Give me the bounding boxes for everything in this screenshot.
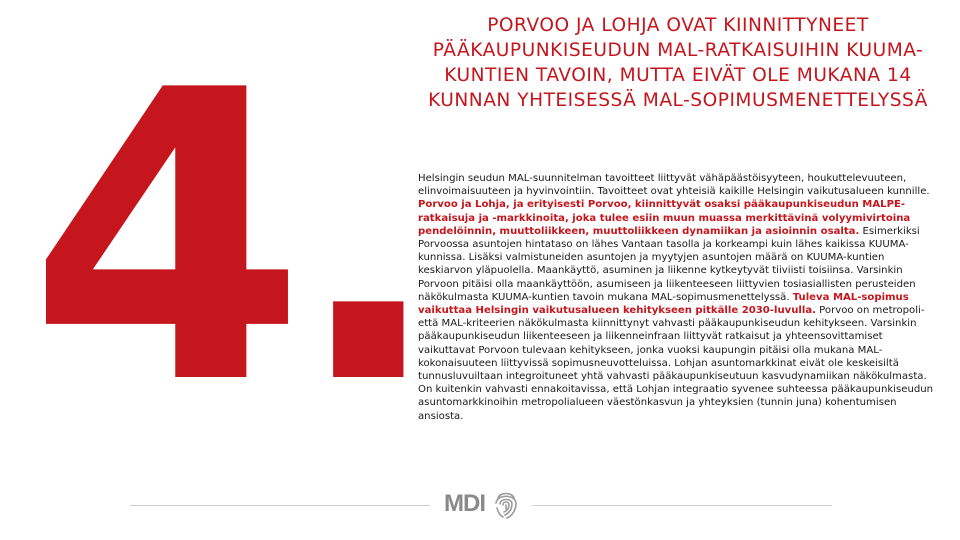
footer <box>0 486 960 526</box>
slide-number: 4. <box>28 7 431 472</box>
body-highlight: Porvoo ja Lohja, ja erityisesti Porvoo, kiinnittyvät osaksi pääkaupunkiseudun MALPE-ratkaisuja ja -markkinoita, joka tulee esiin muun muassa merkittävinä volyymivirtoina pendelöinnin, muuttoliikkeen, muuttoliikkeen dynamiikan ja asioinnin osalta. <box>418 199 911 237</box>
footer-divider-right <box>532 505 832 506</box>
slide-title: PORVOO JA LOHJA OVAT KIINNITTYNEET PÄÄKAUPUNKISEUDUN MAL-RATKAISUIHIN KUUMA-KUNTIEN TAVOIN, MUTTA EIVÄT OLE MUKANA 14 KUNNAN YHTEISESSÄ MAL-SOPIMUSMENETTELYSSÄ <box>428 15 928 111</box>
footer-divider-left <box>130 505 430 506</box>
body-highlight: Tuleva MAL-sopimus vaikuttaa Helsingin vaikutusalueen kehitykseen pitkälle 2030-luvulla. <box>418 291 909 317</box>
mdi-logo: MDI <box>444 490 485 517</box>
body-segment: Helsingin seudun MAL-suunnitelman tavoitteet liittyvät vähäpäästöisyyteen, houkuttelevuuteen, elinvoimaisuuteen ja hyvinvointiin. Tavoitteet ovat yhteisiä kaikille Helsingin vaikutusalueen kunnille. <box>418 173 930 198</box>
fingerprint-icon <box>492 488 520 520</box>
body-segment: Esimerkiksi Porvoossa asuntojen hintataso on lähes Vantaan tasolla ja korkeampi kuin lähes kaikissa KUUMA-kunnissa. Lisäksi valmistuneiden asuntojen ja myytyjen asuntojen määrä on KUUMA-kuntien keskiarvon yläpuolella. Maankäyttö, asuminen ja liikenne kytkeytyvät tiiviisti toisiinsa. Varsinkin Porvoon pitäisi olla maankäyttöön, asumiseen ja liikenteeseen liittyvien tosiasiallisten perusteiden näkökulmasta KUUMA-kuntien tavoin mukana MAL-sopimusmenettelyssä. <box>418 225 920 303</box>
slide-body <box>418 172 942 423</box>
body-segment: Porvoo on metropoli- että MAL-kriteerien näkökulmasta kiinnittynyt vahvasti pääkaupunkiseudun kehitykseen. Varsinkin pääkaupunkiseudun liikenteeseen ja liikenneinfraan liittyvät ratkaisut ja yhteensovittamiset vaikuttavat Porvoon tulevaan kehitykseen, jonka vuoksi kaupungin pitäisi olla mukana MAL-kokonaisuuteen liittyvissä sopimusneuvotteluissa. Lohjan asuntomarkkinat eivät ole keskeisiltä tunnusluvuiltaan integroituneet yhtä vahvasti pääkaupunkiseutuun kasvudynamiikan näkökulmasta. On kuitenkin vahvasti ennakoitavissa, että Lohjan integraatio syvenee suhteessa pääkaupunkiseudun asuntomarkkinoihin metropolialueen väestönkasvun ja yhteyksien (tunnin juna) kohentumisen ansiosta. <box>418 305 934 422</box>
